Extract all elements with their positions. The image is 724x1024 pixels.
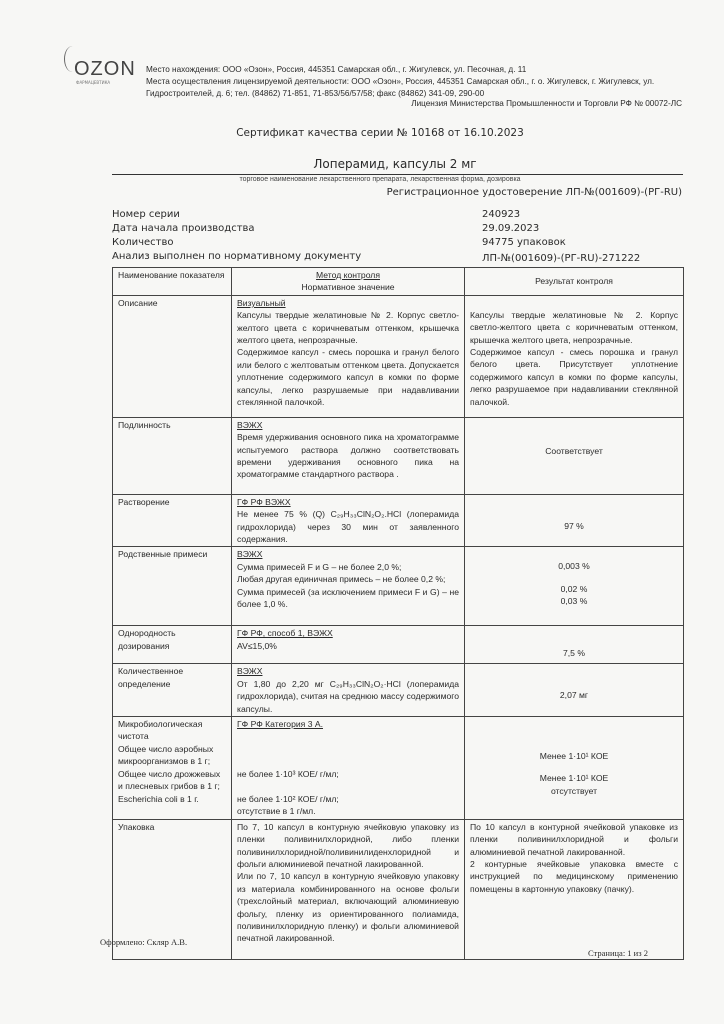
result-text: Капсулы твердые желатиновые № 2. Корпус светло-желтого цвета с коричневатым оттенком, крышечка желтого цвета, непрозрачные. (470, 309, 678, 345)
result-cell (465, 819, 684, 959)
indicator-label: Микробиологическая чистота (118, 719, 203, 742)
indicator-label: Подлинность (118, 419, 171, 430)
result-text: 7,5 % (563, 648, 585, 659)
info-label: Количество (112, 237, 174, 248)
norm-text: По 7, 10 капсул в контурную ячейковую упаковку из пленки поливинилхлоридной, либо пленки поливинилхлоридной/поливинилиденхлоридной и фольги алюминиевой печатной лакированной. (237, 821, 459, 869)
info-value: 94775 упаковок (482, 237, 566, 248)
result-cell (465, 547, 684, 626)
method-label: ВЭЖХ (237, 666, 263, 677)
table-row (113, 417, 684, 494)
method-label: ГФ РФ, способ 1, ВЭЖХ (237, 628, 333, 639)
result-cell (465, 295, 684, 417)
result-text: 0,03 % (560, 596, 588, 607)
logo-subtitle: ФАРМАЦЕВТИКА (76, 80, 111, 85)
result-text: По 10 капсул в контурной ячейковой упаковке из пленки поливинилхлоридной и фольги алюминиевой печатной лакированной. (470, 821, 678, 857)
result-text: 0,003 % (558, 561, 590, 572)
norm-text: Время удерживания основного пика на хроматограмме испытуемого раствора должно соответствовать времени удерживания основного пика на хроматограмме стандартного раствора . (237, 432, 459, 480)
table-row (113, 819, 684, 959)
registration-certificate: Регистрационное удостоверение ЛП-№(001609)-(РГ-RU) (386, 187, 682, 198)
result-cell (465, 664, 684, 717)
info-label: Анализ выполнен по нормативному документу (112, 251, 362, 262)
result-cell (465, 717, 684, 820)
method-label: ГФ РФ Категория 3 А. (237, 719, 323, 730)
divider (112, 174, 683, 175)
indicator-name (113, 717, 232, 820)
method-label: ВЭЖХ (237, 419, 263, 430)
indicator-name (113, 626, 232, 664)
method-norm (232, 547, 465, 626)
norm-text: Содержимое капсул - смесь порошка и гранул белого или белого с желтоватым оттенком цвета. Допускается уплотнение содержимого капсул в комки по форме капсулы, легко разрушаемые при надавливании стеклянной палочкой. (237, 347, 459, 408)
norm-text: отсутствие в 1 г/мл. (237, 806, 316, 817)
certificate-title: Сертификат качества серии № 10168 от 16.10.2023 (236, 127, 524, 139)
table-row (113, 626, 684, 664)
method-norm (232, 664, 465, 717)
method-norm (232, 295, 465, 417)
norm-text: Сумма примесей (за исключением примеси F и G) – не более 1,0 %. (237, 586, 459, 610)
table-row (113, 664, 684, 717)
result-cell (465, 494, 684, 547)
table-header (113, 268, 684, 296)
product-caption: торговое наименование лекарственного препарата, лекарственная форма, дозировка (239, 176, 521, 183)
header-method-label: Метод контроля (316, 270, 380, 280)
header-result: Результат контроля (465, 268, 684, 296)
method-norm (232, 717, 465, 820)
indicator-name (113, 664, 232, 717)
header-norm-label: Нормативное значение (301, 282, 395, 293)
indicator-sublabel: Общее число дрожжевых и плесневых грибов в 1 г; (118, 768, 221, 792)
method-norm (232, 626, 465, 664)
table-row (113, 717, 684, 820)
indicator-name (113, 547, 232, 626)
norm-text: Любая другая единичная примесь – не более 0,2 %; (237, 574, 446, 585)
norm-text: Сумма примесей F и G – не более 2,0 %; (237, 561, 402, 572)
company-logo (62, 44, 142, 90)
method-label: Визуальный (237, 297, 286, 308)
indicator-name (113, 417, 232, 494)
quality-table (112, 267, 684, 960)
method-label: ГФ РФ ВЭЖХ (237, 496, 291, 507)
indicator-sublabel: Escherichia coli в 1 г. (118, 793, 199, 804)
result-text: 2,07 мг (559, 690, 589, 701)
result-text: Соответствует (545, 445, 603, 456)
indicator-sublabel: Общее число аэробных микроорганизмов в 1 г; (118, 743, 214, 767)
info-value: ЛП-№(001609)-(РГ-RU)-271222 (482, 253, 641, 264)
page-number: Страница: 1 из 2 (588, 948, 648, 958)
product-title: Лоперамид, капсулы 2 мг (313, 157, 477, 171)
info-value: 240923 (482, 209, 521, 220)
header-name: Наименование показателя (113, 268, 232, 296)
indicator-label: Однородность дозирования (118, 628, 176, 651)
norm-text: Или по 7, 10 капсул в контурную ячейковую упаковку из материала комбинированного на основе фольги (трехслойный материал, включающий алюминиевую фольгу, пленку из ориентированного полиамида, поливинилхлоридную пленку) и фольги алюминиевой печатной лакированной. (237, 871, 459, 944)
license: Лицензия Министерства Промышленности и Торговли РФ № 00072-ЛС (411, 99, 682, 108)
method-label: ВЭЖХ (237, 549, 263, 560)
result-text: Менее 1·10¹ КОЕ (539, 751, 609, 762)
info-label: Номер серии (112, 209, 180, 220)
table-row (113, 547, 684, 626)
method-norm (232, 417, 465, 494)
norm-text: не более 1·10³ КОЕ/ г/мл; (237, 769, 339, 780)
indicator-label: Описание (118, 297, 158, 308)
indicator-name (113, 295, 232, 417)
result-text: Менее 1·10¹ КОЕ (539, 773, 609, 784)
method-norm (232, 494, 465, 547)
indicator-label: Количественное определение (118, 666, 184, 689)
result-text: Содержимое капсул - смесь порошка и гранул белого цвета. Присутствует уплотнение содержимого капсул в комки по форме капсулы, легко разрушаемое при надавливании стеклянной палочкой. (470, 347, 678, 407)
prepared-by: Оформлено: Скляр А.В. (100, 937, 188, 947)
norm-text: не более 1·10² КОЕ/ г/мл; (237, 793, 339, 804)
info-value: 29.09.2023 (482, 223, 540, 234)
method-norm (232, 819, 465, 959)
indicator-label: Растворение (118, 496, 170, 507)
address-line-2: Места осуществления лицензируемой деятельности: ООО «Озон», Россия, 445351 Самарская обл., г. о. Жигулевск, г. Жигулевск, ул. (146, 77, 655, 86)
norm-text: От 1,80 до 2,20 мг C₂₉H₃₃ClN₂O₂·HCl (лоперамида гидрохлорида), считая на среднюю массу содержимого капсулы. (237, 678, 459, 714)
address-line-1: Место нахождения: ООО «Озон», Россия, 445351 Самарская обл., г. Жигулевск, ул. Песочная, д. 11 (146, 65, 527, 74)
result-text: 2 контурные ячейковые упаковка вместе с инструкцией по медицинскому применению помещены в картонную упаковку (пачку). (470, 858, 678, 894)
norm-text: AV≤15,0% (237, 640, 277, 651)
address-line-3: Гидростроителей, д. 6; тел. (84862) 71-851, 71-853/56/57/58; факс (84862) 341-09, 290-00 (146, 89, 485, 98)
norm-text: Капсулы твердые желатиновые № 2. Корпус светло-желтого цвета с коричневатым оттенком, крышечка желтого цвета, непрозрачные. (237, 310, 459, 346)
info-label: Дата начала производства (112, 223, 255, 234)
result-cell (465, 626, 684, 664)
indicator-name (113, 494, 232, 547)
result-text: отсутствует (550, 785, 598, 796)
table-row (113, 295, 684, 417)
result-cell (465, 417, 684, 494)
table-row (113, 494, 684, 547)
indicator-label: Родственные примеси (118, 549, 208, 560)
logo-text: OZON (74, 58, 136, 80)
result-text: 97 % (564, 520, 584, 531)
result-text: 0,02 % (560, 583, 588, 594)
indicator-label: Упаковка (118, 821, 155, 832)
norm-text: Не менее 75 % (Q) C₂₉H₃₃ClN₂O₂.HCl (лоперамида гидрохлорида) через 30 мин от заявленного содержания. (237, 509, 459, 545)
header-method (232, 268, 465, 296)
